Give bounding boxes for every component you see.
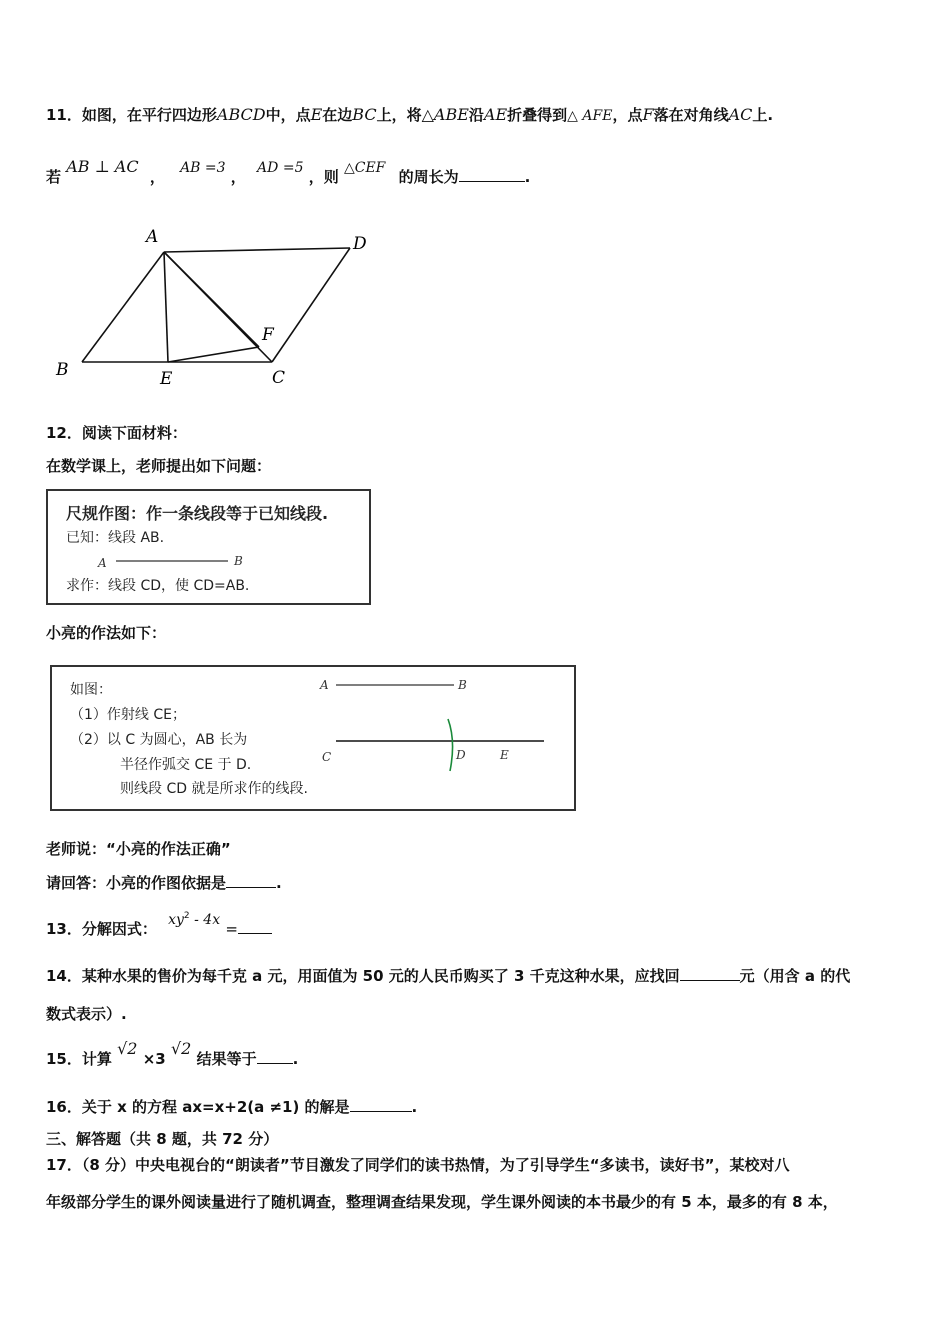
q13: 13．分解因式： $xy^2 - 4x$ = — [46, 918, 272, 939]
problem-box — [46, 489, 371, 605]
parallelogram-figure — [40, 222, 380, 392]
problem-box-task: 求作：线段 CD，使 CD=AB. — [66, 578, 250, 594]
q16-answer-blank[interactable] — [350, 1097, 412, 1112]
q13-answer-blank[interactable] — [238, 919, 272, 934]
method-l2: （1）作射线 CE； — [70, 707, 186, 723]
label-E: E — [160, 369, 173, 389]
problem-box-title: 尺规作图：作一条线段等于已知线段. — [66, 504, 329, 523]
method-l5: 则线段 CD 就是所求作的线段. — [120, 781, 308, 797]
construction-label-e: E — [500, 748, 509, 762]
method-l4: 半径作弧交 CE 于 D. — [120, 757, 252, 773]
q16: 16．关于 x 的方程 ax=x+2(a ≠1) 的解是 . — [46, 1098, 418, 1116]
method-l1: 如图： — [70, 682, 112, 698]
q12-answer-blank[interactable] — [226, 873, 276, 888]
q15: 15．计算 √2 ×3 √2 结果等于 . — [46, 1039, 299, 1068]
q17-line2: 年级部分学生的课外阅读量进行了随机调查，整理调查结果发现，学生课外阅读的本书最少的有 5 本，最多的有 8 本， — [46, 1193, 838, 1211]
label-D: D — [353, 234, 367, 254]
q11-line1: 11．如图，在平行四边形ABCD中，点E在边BC上，将△ABE沿AE折叠得到△ AFE，点F落在对角线AC上. — [46, 105, 774, 124]
method-l3: （2）以 C 为圆心，AB 长为 — [70, 732, 248, 748]
construction-label-c: C — [322, 750, 332, 764]
q12-ask: 请回答：小亮的作图依据是 . — [46, 874, 282, 892]
q17-line1: 17．（8 分）中央电视台的“朗读者”节目激发了同学们的读书热情，为了引导学生“多读书，读好书”，某校对八 — [46, 1156, 790, 1174]
label-F: F — [262, 325, 274, 345]
segment-label-a: A — [98, 556, 107, 570]
label-B: B — [56, 360, 69, 380]
q14-line2: 数式表示）. — [46, 1005, 127, 1023]
problem-box-known: 已知：线段 AB. — [66, 530, 165, 546]
q14-line1: 14．某种水果的售价为每千克 a 元，用面值为 50 元的人民币购买了 3 千克这种水果，应找回 元（用含 a 的代 — [46, 967, 851, 985]
q12-method-label: 小亮的作法如下： — [46, 624, 167, 642]
construction-figure — [314, 675, 554, 775]
section3-title: 三、解答题（共 8 题，共 72 分） — [46, 1130, 279, 1148]
label-C: C — [272, 368, 286, 388]
construction-label-d: D — [456, 748, 466, 762]
label-A: A — [146, 227, 159, 247]
construction-label-b: B — [458, 678, 467, 692]
q11-answer-blank[interactable] — [459, 167, 525, 182]
q12-teacher: 老师说：“小亮的作法正确” — [46, 840, 231, 858]
q15-answer-blank[interactable] — [257, 1049, 293, 1064]
q12-intro: 在数学课上，老师提出如下问题： — [46, 457, 272, 475]
construction-label-a: A — [320, 678, 329, 692]
segment-ab-figure — [94, 551, 254, 571]
segment-label-b: B — [234, 554, 243, 568]
method-box — [50, 665, 576, 811]
q14-answer-blank[interactable] — [680, 966, 740, 981]
q11-line2: 若 AB ⊥ AC ， AB =3 ， AD =5 ，则 △CEF 的周长为 . — [46, 157, 531, 186]
q12-title: 12．阅读下面材料： — [46, 424, 187, 442]
